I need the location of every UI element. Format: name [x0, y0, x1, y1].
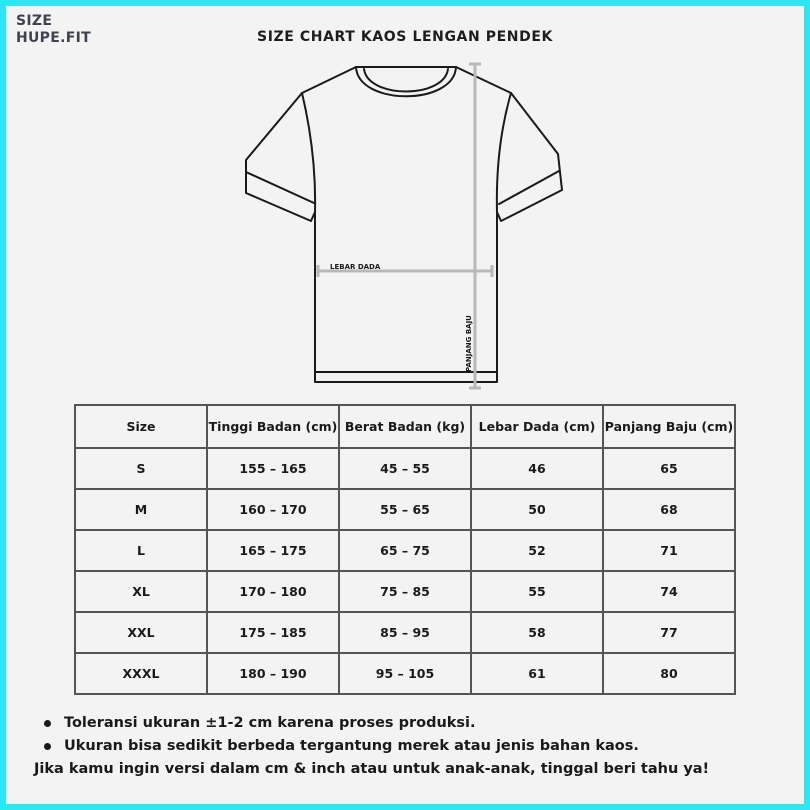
cell-size: S: [75, 448, 207, 489]
note-text: Ukuran bisa sedikit berbeda tergantung merek atau jenis bahan kaos.: [64, 738, 639, 754]
cell-weight: 65 – 75: [339, 530, 471, 571]
table-row: [75, 530, 735, 571]
cell-length: 74: [603, 571, 735, 612]
col-header-chest: Lebar Dada (cm): [471, 405, 603, 448]
note-item: [34, 712, 709, 735]
chart-title: SIZE CHART KAOS LENGAN PENDEK: [257, 29, 553, 45]
footer-note: Jika kamu ingin versi dalam cm & inch atau untuk anak-anak, tinggal beri tahu ya!: [34, 761, 710, 777]
cell-chest: 50: [471, 489, 603, 530]
table-header-row: [75, 405, 735, 448]
bullet-icon: [44, 743, 51, 750]
left-armhole: [302, 93, 315, 212]
brand-line-2: HUPE.FIT: [16, 30, 91, 46]
cell-height: 170 – 180: [207, 571, 339, 612]
length-measure-label: PANJANG BAJU: [465, 315, 473, 372]
cell-height: 165 – 175: [207, 530, 339, 571]
cell-chest: 46: [471, 448, 603, 489]
bullet-icon: [44, 720, 51, 727]
table-row: [75, 653, 735, 694]
table-row: [75, 571, 735, 612]
cell-length: 77: [603, 612, 735, 653]
right-armhole: [497, 93, 511, 212]
cell-size: XXXL: [75, 653, 207, 694]
cell-weight: 75 – 85: [339, 571, 471, 612]
cell-chest: 61: [471, 653, 603, 694]
table-row: [75, 612, 735, 653]
cell-size: M: [75, 489, 207, 530]
col-header-size: Size: [75, 405, 207, 448]
cell-chest: 55: [471, 571, 603, 612]
right-sleeve-cuff: [499, 171, 559, 204]
note-item: [34, 735, 709, 758]
chest-measure-label: LEBAR DADA: [330, 263, 381, 271]
cell-weight: 45 – 55: [339, 448, 471, 489]
cell-length: 71: [603, 530, 735, 571]
note-text: Toleransi ukuran ±1-2 cm karena proses produksi.: [64, 715, 476, 731]
shirt-collar-inner: [364, 69, 448, 92]
shirt-outline: [246, 67, 562, 382]
size-table: [74, 404, 736, 695]
col-header-length: Panjang Baju (cm): [603, 405, 735, 448]
cell-chest: 58: [471, 612, 603, 653]
cell-height: 180 – 190: [207, 653, 339, 694]
table-row: [75, 489, 735, 530]
tshirt-diagram: [6, 6, 804, 401]
cell-size: L: [75, 530, 207, 571]
cell-chest: 52: [471, 530, 603, 571]
cell-height: 160 – 170: [207, 489, 339, 530]
col-header-height: Tinggi Badan (cm): [207, 405, 339, 448]
table-row: [75, 448, 735, 489]
col-header-weight: Berat Badan (kg): [339, 405, 471, 448]
cell-length: 68: [603, 489, 735, 530]
cell-size: XXL: [75, 612, 207, 653]
cell-weight: 85 – 95: [339, 612, 471, 653]
cell-weight: 55 – 65: [339, 489, 471, 530]
cell-length: 65: [603, 448, 735, 489]
cell-length: 80: [603, 653, 735, 694]
cell-weight: 95 – 105: [339, 653, 471, 694]
cell-height: 175 – 185: [207, 612, 339, 653]
brand-line-1: SIZE: [16, 13, 53, 29]
cell-size: XL: [75, 571, 207, 612]
notes-section: [34, 712, 709, 781]
size-chart-card: [6, 6, 804, 804]
cell-height: 155 – 165: [207, 448, 339, 489]
